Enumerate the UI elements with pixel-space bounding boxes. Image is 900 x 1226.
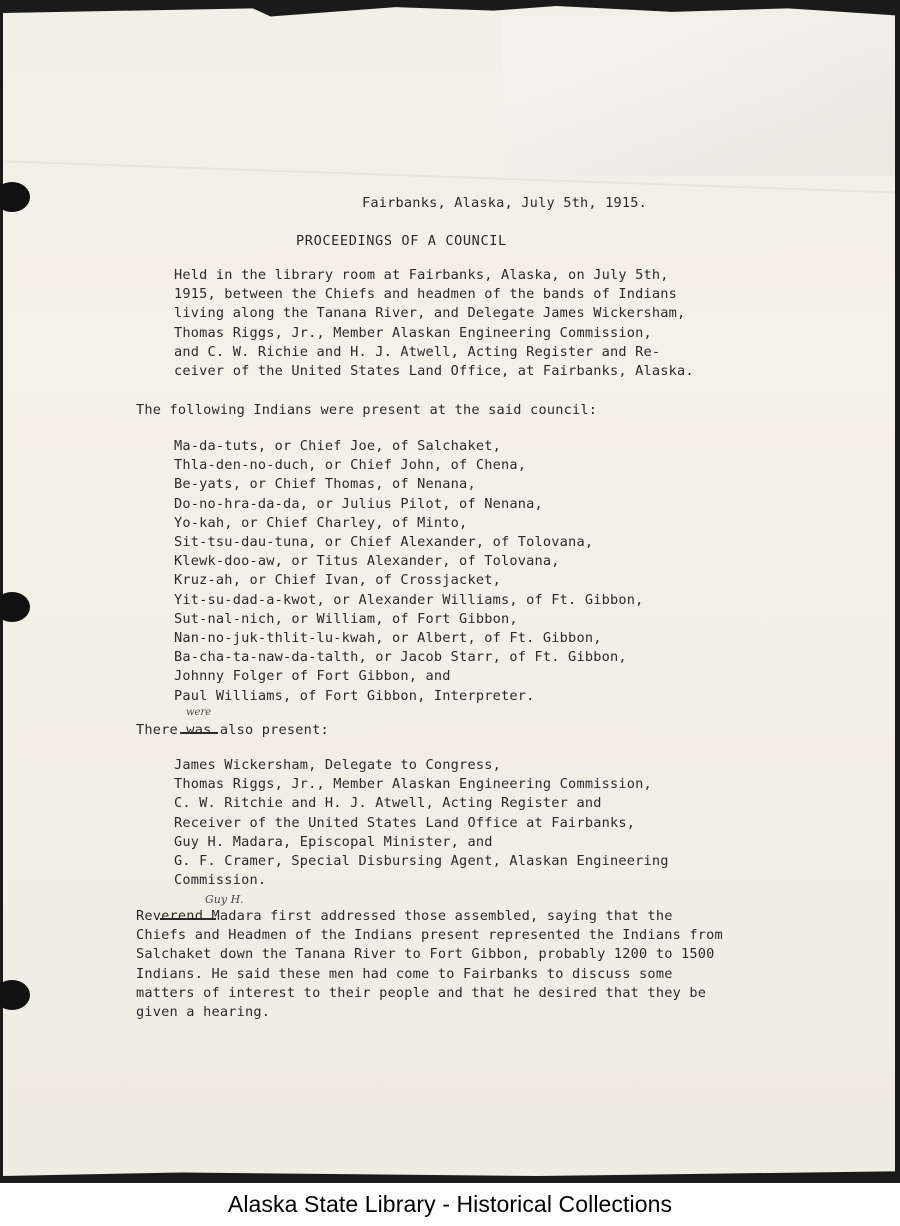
paper-crease xyxy=(503,16,898,176)
list-item: Johnny Folger of Fort Gibbon, and xyxy=(174,668,451,685)
list-item: C. W. Ritchie and H. J. Atwell, Acting Register and xyxy=(174,795,602,812)
caption-bar xyxy=(0,1183,900,1226)
list-item: Thla-den-no-duch, or Chief John, of Chena, xyxy=(174,457,527,474)
list-item: Nan-no-juk-thlit-lu-kwah, or Albert, of Ft. Gibbon, xyxy=(174,630,602,647)
list-item: Thomas Riggs, Jr., Member Alaskan Engineering Commission, xyxy=(174,776,652,793)
collection-caption: Alaska State Library - Historical Collections xyxy=(227,1191,673,1217)
chiefs-list xyxy=(174,437,644,706)
document-title: PROCEEDINGS OF A COUNCIL xyxy=(296,233,507,249)
list-item: Ba-cha-ta-naw-da-talth, or Jacob Starr, of Ft. Gibbon, xyxy=(174,649,627,666)
list-item: Sit-tsu-dau-tuna, or Chief Alexander, of Tolovana, xyxy=(174,534,594,551)
list-item: Yo-kah, or Chief Charley, of Minto, xyxy=(174,514,468,531)
list-item: Be-yats, or Chief Thomas, of Nenana, xyxy=(174,476,476,493)
list-item: Ma-da-tuts, or Chief Joe, of Salchaket, xyxy=(174,438,501,454)
list-item: Kruz-ah, or Chief Ivan, of Crossjacket, xyxy=(174,572,501,589)
dateline: Fairbanks, Alaska, July 5th, 1915. xyxy=(362,195,648,211)
intro-paragraph: Held in the library room at Fairbanks, Alaska, on July 5th, 1915, between the Chiefs and headmen of the bands of Indians living along the Tanana River, and Delegate James Wickersham, Thomas Riggs, Jr., Member Alaskan Engineering Commission, and C. W. Richie and H. J. Atwell, Acting Register and Re- ceiver of the United States Land Office, at Fairbanks, Alaska. xyxy=(174,267,694,380)
list-item: Do-no-hra-da-da, or Julius Pilot, of Nenana, xyxy=(174,495,543,512)
body-paragraph: Reverend Madara first addressed those assembled, saying that the Chiefs and Headmen of the Indians present represented the Indians from Salchaket down the Tanana River to Fort Gibbon, probably 1200 to 1500 Indians. He said these men had come to Fairbanks to discuss some matters of interest to their people and that he desired that they be given a hearing. xyxy=(136,908,723,1021)
handwritten-were: were xyxy=(186,707,212,718)
also-present-list xyxy=(174,756,669,890)
present-label: The following Indians were present at the said council: xyxy=(136,402,598,418)
list-item: Commission. xyxy=(174,872,267,889)
list-item: James Wickersham, Delegate to Congress, xyxy=(174,757,501,773)
list-item: Guy H. Madara, Episcopal Minister, and xyxy=(174,833,493,850)
list-item: G. F. Cramer, Special Disbursing Agent, Alaskan Engineering xyxy=(174,853,669,870)
handwritten-guy: Guy H. xyxy=(205,893,244,906)
list-item: Klewk-doo-aw, or Titus Alexander, of Tolovana, xyxy=(174,553,560,570)
also-present-label: There was also present: xyxy=(136,722,329,738)
list-item: Receiver of the United States Land Office at Fairbanks, xyxy=(174,814,636,831)
list-item: Paul Williams, of Fort Gibbon, Interpreter. xyxy=(174,687,535,704)
list-item: Sut-nal-nich, or William, of Fort Gibbon, xyxy=(174,610,518,627)
list-item: Yit-su-dad-a-kwot, or Alexander Williams, of Ft. Gibbon, xyxy=(174,591,644,608)
